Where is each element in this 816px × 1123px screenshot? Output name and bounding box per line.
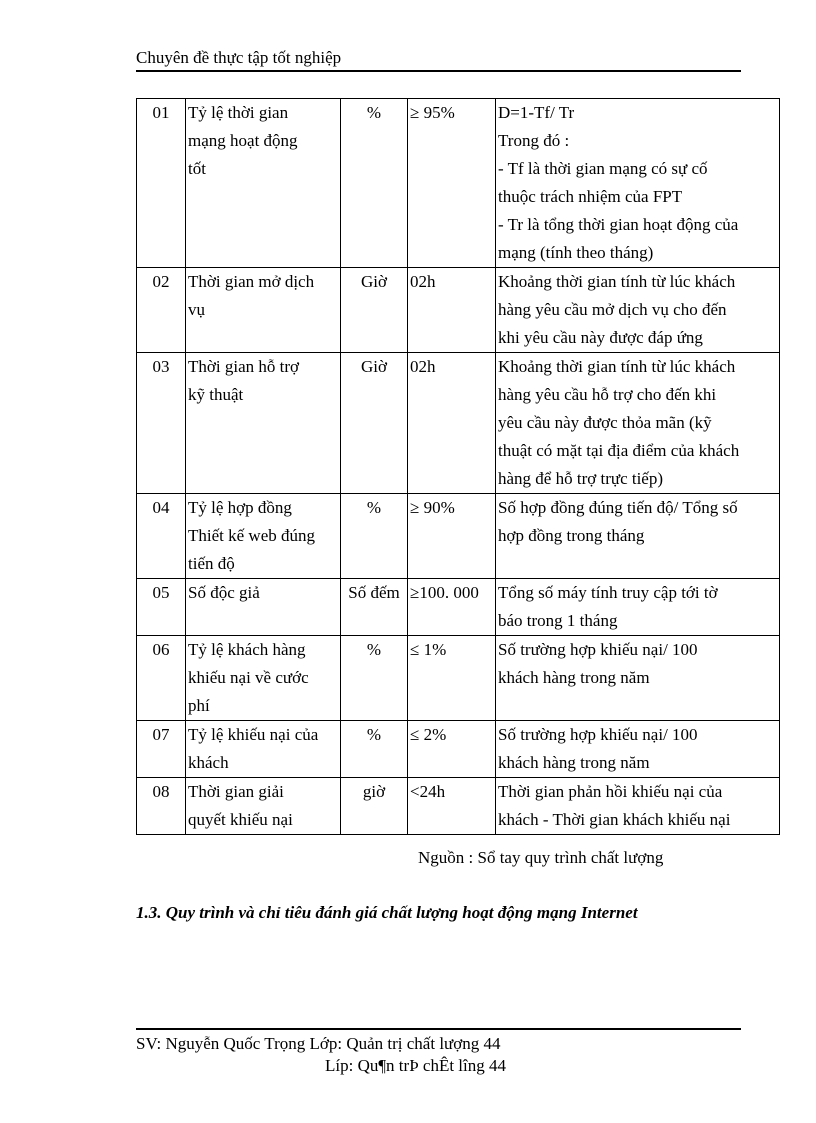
- description-line: D=1-Tf/ Tr: [498, 103, 575, 122]
- target-cell: ≤ 1%: [408, 636, 496, 721]
- criterion-name-line: Thời gian mở dịch: [188, 272, 315, 291]
- table-row: [137, 778, 780, 835]
- description-cell: [496, 494, 780, 579]
- criteria-table-body: [137, 99, 780, 835]
- description-line: Trong đó :: [498, 131, 570, 150]
- criterion-name-cell: [186, 778, 341, 835]
- description-line: Tổng số máy tính truy cập tới tờ: [498, 583, 718, 602]
- criterion-name-cell: [186, 494, 341, 579]
- row-number-cell: 03: [137, 353, 186, 494]
- description-line: Thời gian phản hồi khiếu nại của: [498, 782, 723, 801]
- description-cell: [496, 353, 780, 494]
- description-line: Số trường hợp khiếu nại/ 100: [498, 725, 698, 744]
- target-cell: 02h: [408, 268, 496, 353]
- criterion-name-line: phí: [188, 696, 210, 715]
- description-line: hợp đồng trong tháng: [498, 526, 645, 545]
- description-line: Khoảng thời gian tính từ lúc khách: [498, 357, 736, 376]
- table-row: [137, 268, 780, 353]
- description-line: mạng (tính theo tháng): [498, 243, 654, 262]
- row-number-cell: 05: [137, 579, 186, 636]
- description-line: thuộc trách nhiệm của FPT: [498, 187, 683, 206]
- target-cell: ≤ 2%: [408, 721, 496, 778]
- description-cell: [496, 268, 780, 353]
- criterion-name-cell: [186, 268, 341, 353]
- description-line: hàng yêu cầu hỗ trợ cho đến khi: [498, 385, 717, 404]
- description-line: yêu cầu này được thỏa mãn (kỹ: [498, 413, 712, 432]
- criterion-name-line: khách: [188, 753, 229, 772]
- description-line: Số trường hợp khiếu nại/ 100: [498, 640, 698, 659]
- criterion-name-line: mạng hoạt động: [188, 131, 298, 150]
- target-cell: 02h: [408, 353, 496, 494]
- unit-cell: %: [341, 494, 408, 579]
- description-cell: [496, 579, 780, 636]
- criterion-name-cell: [186, 579, 341, 636]
- description-line: hàng để hỗ trợ trực tiếp): [498, 469, 664, 488]
- unit-cell: %: [341, 636, 408, 721]
- criterion-name-line: kỹ thuật: [188, 385, 244, 404]
- criterion-name-line: Thời gian giải: [188, 782, 284, 801]
- criterion-name-line: Thời gian hỗ trợ: [188, 357, 299, 376]
- unit-cell: Giờ: [341, 353, 408, 494]
- footer-student-line: SV: Nguyễn Quốc Trọng Lớp: Quản trị chất lượng 44: [136, 1034, 501, 1053]
- unit-cell: %: [341, 721, 408, 778]
- description-cell: [496, 636, 780, 721]
- criterion-name-cell: [186, 721, 341, 778]
- target-cell: ≥100. 000: [408, 579, 496, 636]
- page-header-title: Chuyên đề thực tập tốt nghiệp: [136, 48, 342, 67]
- criterion-name-cell: [186, 99, 341, 268]
- criterion-name-line: khiếu nại về cước: [188, 668, 309, 687]
- criterion-name-line: tốt: [188, 159, 206, 178]
- description-line: khách - Thời gian khách khiếu nại: [498, 810, 731, 829]
- table-row: [137, 99, 780, 268]
- section-heading: 1.3. Quy trình và chỉ tiêu đánh giá chất lượng hoạt động mạng Internet: [136, 903, 638, 922]
- criterion-name-line: Số độc giả: [188, 583, 260, 602]
- description-cell: [496, 99, 780, 268]
- criterion-name-line: tiến độ: [188, 554, 235, 573]
- description-line: báo trong 1 tháng: [498, 611, 618, 630]
- description-line: - Tr là tổng thời gian hoạt động của: [498, 215, 739, 234]
- table-row: [137, 353, 780, 494]
- unit-cell: %: [341, 99, 408, 268]
- row-number-cell: 04: [137, 494, 186, 579]
- footer-divider: [136, 1028, 741, 1030]
- table-row: [137, 721, 780, 778]
- description-cell: [496, 778, 780, 835]
- criterion-name-cell: [186, 636, 341, 721]
- table-row: [137, 494, 780, 579]
- unit-cell: Số đếm: [341, 579, 408, 636]
- criterion-name-line: Tỷ lệ thời gian: [188, 103, 289, 122]
- description-line: Số hợp đồng đúng tiến độ/ Tổng số: [498, 498, 738, 517]
- unit-cell: Giờ: [341, 268, 408, 353]
- row-number-cell: 01: [137, 99, 186, 268]
- header-divider: [136, 70, 741, 72]
- quality-criteria-table: [136, 98, 780, 835]
- target-cell: ≥ 90%: [408, 494, 496, 579]
- row-number-cell: 06: [137, 636, 186, 721]
- target-cell: ≥ 95%: [408, 99, 496, 268]
- description-line: khách hàng trong năm: [498, 668, 650, 687]
- table-row: [137, 579, 780, 636]
- description-line: thuật có mặt tại địa điểm của khách: [498, 441, 740, 460]
- row-number-cell: 02: [137, 268, 186, 353]
- criterion-name-line: Tỷ lệ hợp đồng: [188, 498, 292, 517]
- description-cell: [496, 721, 780, 778]
- description-line: Khoảng thời gian tính từ lúc khách: [498, 272, 736, 291]
- description-line: hàng yêu cầu mở dịch vụ cho đến: [498, 300, 727, 319]
- criterion-name-cell: [186, 353, 341, 494]
- row-number-cell: 08: [137, 778, 186, 835]
- source-note: Nguồn : Sổ tay quy trình chất lượng: [418, 848, 664, 867]
- description-line: khi yêu cầu này được đáp ứng: [498, 328, 703, 347]
- footer-class-line: Líp: Qu¶n trÞ chÊt lîng 44: [325, 1056, 506, 1075]
- criterion-name-line: Tỷ lệ khách hàng: [188, 640, 306, 659]
- description-line: - Tf là thời gian mạng có sự cố: [498, 159, 708, 178]
- description-line: khách hàng trong năm: [498, 753, 650, 772]
- table-row: [137, 636, 780, 721]
- criterion-name-line: Tỷ lệ khiếu nại của: [188, 725, 319, 744]
- target-cell: <24h: [408, 778, 496, 835]
- criterion-name-line: quyết khiếu nại: [188, 810, 293, 829]
- unit-cell: giờ: [341, 778, 408, 835]
- row-number-cell: 07: [137, 721, 186, 778]
- criterion-name-line: Thiết kế web đúng: [188, 526, 315, 545]
- criterion-name-line: vụ: [188, 300, 205, 319]
